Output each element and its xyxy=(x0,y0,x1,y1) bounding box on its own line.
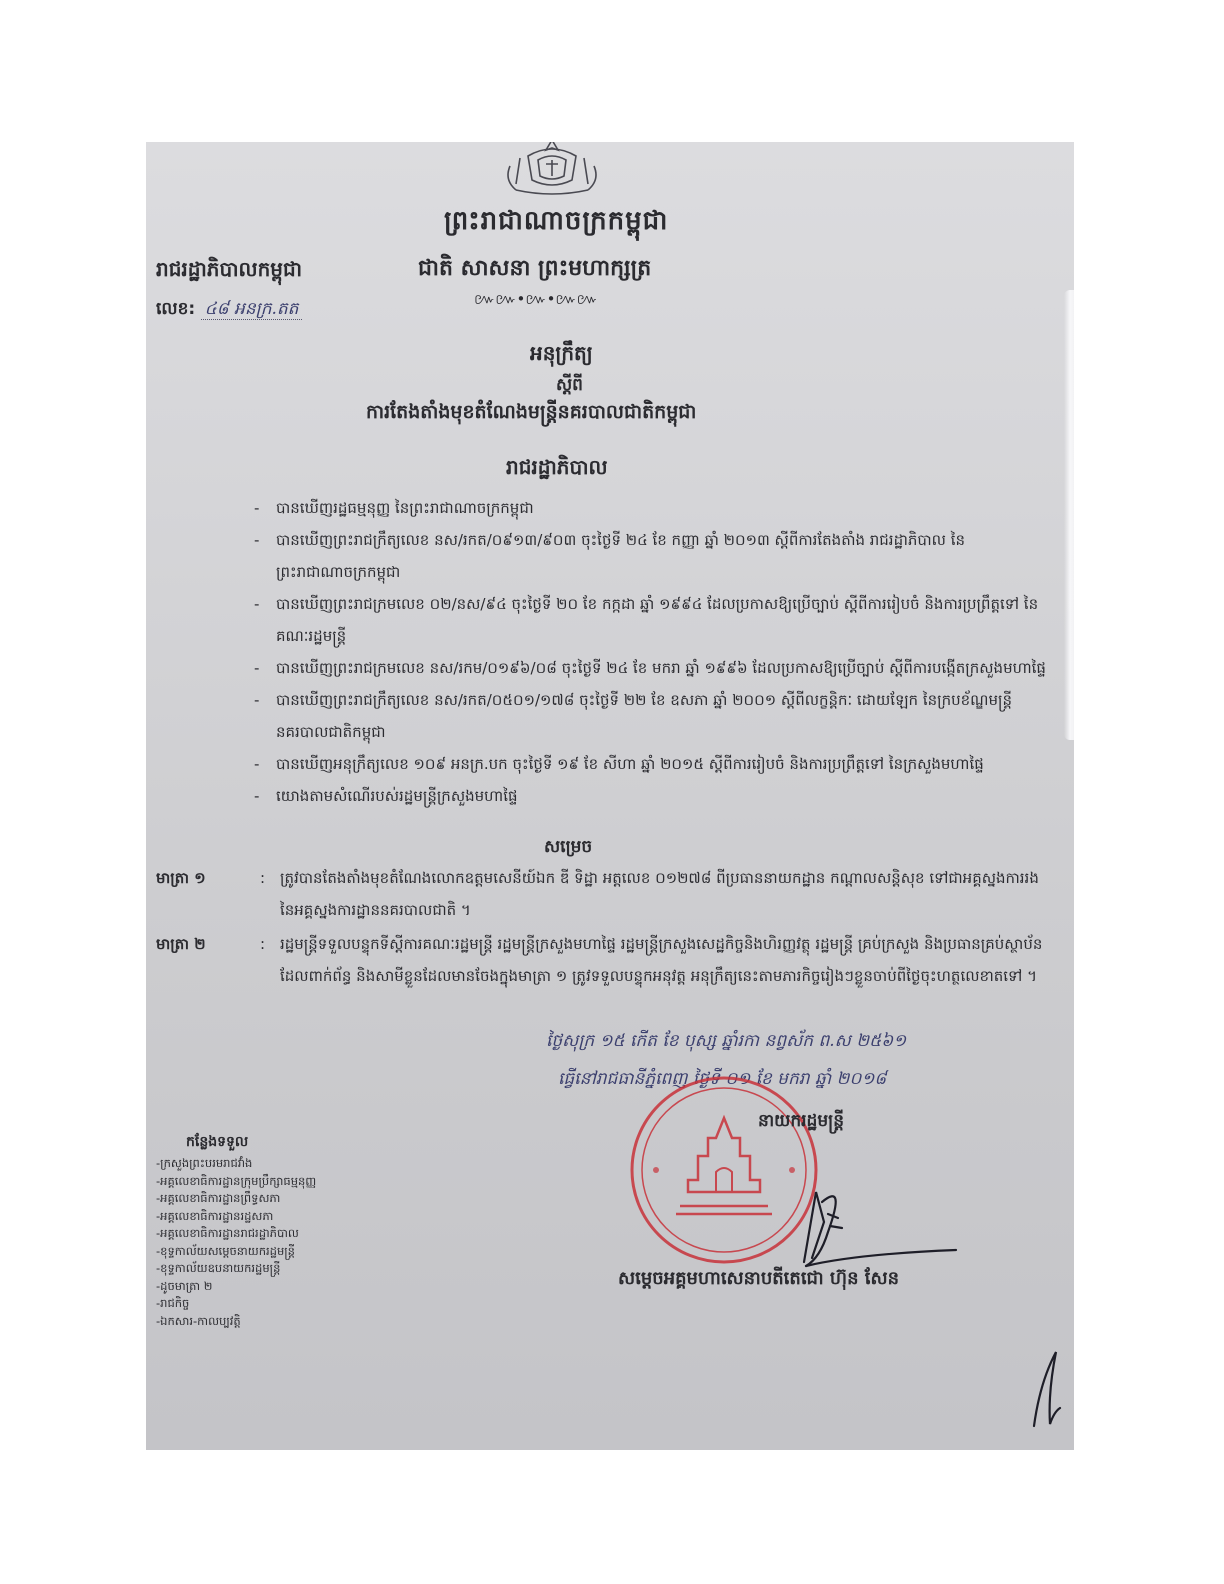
document-type: អនុក្រឹត្យ xyxy=(530,341,593,365)
decision-heading: សម្រេច xyxy=(544,837,593,857)
consideration-item: - បានឃើញព្រះរាជក្រឹត្យលេខ នស/រកត/០៥០១/១៧៨ ចុះថ្ងៃទី ២២ ខែ ឧសភា ឆ្នាំ ២០០១ ស្ដីពីលក្ខន្តិកៈ ដោយឡែក នៃក្របខ័ណ្ឌមន្ត្រីនគរបាលជាតិកម្ពុជា xyxy=(254,684,1054,748)
recipient-item: -អគ្គលេខាធិការដ្ឋានក្រុមប្រឹក្សាធម្មនុញ្ញ xyxy=(156,1173,317,1188)
authority-heading: រាជរដ្ឋាភិបាល xyxy=(506,455,608,479)
national-motto: ជាតិ សាសនា ព្រះមហាក្សត្រ xyxy=(418,256,652,281)
consideration-item: - បានឃើញព្រះរាជក្រមលេខ ០២/នស/៩៤ ចុះថ្ងៃទី ២០ ខែ កក្កដា ឆ្នាំ ១៩៩៤ ដែលប្រកាសឱ្យប្រើច្បាប់ ស្ដីពីការរៀបចំ និងការប្រព្រឹត្តទៅ នៃគណៈរដ្ឋមន្ត្រី xyxy=(254,588,1054,652)
issuer-label: រាជរដ្ឋាភិបាលកម្ពុជា xyxy=(156,257,302,281)
article-label: មាត្រា ១ xyxy=(156,869,206,887)
recipient-item: -រាជកិច្ច xyxy=(156,1296,190,1310)
recipient-item: -អគ្គលេខាធិការដ្ឋានរាជរដ្ឋាភិបាល xyxy=(156,1226,299,1240)
kingdom-title: ព្រះរាជាណាចក្រកម្ពុជា xyxy=(444,206,669,236)
ornament-divider: ៚៚•៚•៚៚ xyxy=(474,290,598,308)
recipient-item: -ក្រសួងព្រះបរមរាជវាំង xyxy=(156,1156,253,1170)
recipient-item: -ឯកសារ-កាលប្បវត្តិ xyxy=(156,1313,241,1328)
place-and-date: ធ្វើនៅរាជធានីភ្នំពេញ ថ្ងៃទី ០១ ខែ មករា ឆ្នាំ ២០១៨ xyxy=(558,1069,887,1089)
article-2 xyxy=(156,928,1056,992)
article-1 xyxy=(156,862,1056,926)
recipient-item: -ខុទ្ទកាល័យឧបនាយករដ្ឋមន្ត្រី xyxy=(156,1261,281,1275)
recipients-list xyxy=(156,1132,456,1330)
reference-value: ៤៨ អនក្រ.តត xyxy=(201,299,303,320)
consideration-item: - បានឃើញព្រះរាជក្រមលេខ នស/រកម/០១៩៦/០៨ ចុះថ្ងៃទី ២៤ ខែ មករា ឆ្នាំ ១៩៩៦ ដែលប្រកាសឱ្យប្រើច្បាប់ ស្ដីពីការបង្កើតក្រសួងមហាផ្ទៃ xyxy=(254,652,1054,684)
considerations-list xyxy=(254,492,1054,812)
consideration-item: - បានឃើញព្រះរាជក្រឹត្យលេខ នស/រកត/០៩១៣/៩០៣ ចុះថ្ងៃទី ២៤ ខែ កញ្ញា ឆ្នាំ ២០១៣ ស្ដីពីការតែងតាំង រាជរដ្ឋាភិបាល នៃព្រះរាជាណាចក្រកម្ពុជា xyxy=(254,524,1054,588)
recipient-item: -អគ្គលេខាធិការដ្ឋានព្រឹទ្ធសភា xyxy=(156,1191,281,1205)
signatory-name: សម្ដេចអគ្គមហាសេនាបតីតេជោ ហ៊ុន សែន xyxy=(618,1268,900,1289)
reference-label: លេខ: xyxy=(156,299,196,319)
article-colon: : xyxy=(260,935,266,953)
recipients-title: កន្លែងទទួល xyxy=(186,1134,249,1150)
article-text: ត្រូវបានតែងតាំងមុខតំណែងលោកឧត្តមសេនីយ៍ឯក ឌី ទិដ្ឋា អត្តលេខ ០១២៧៨ ពីប្រធាននាយកដ្ឋាន កណ្ដាលសន្តិសុខ ទៅជាអគ្គស្នងការរង នៃអគ្គស្នងការដ្ឋាននគរបាលជាតិ ។ xyxy=(280,869,1039,919)
royal-emblem-icon xyxy=(498,142,606,198)
recipient-item: -ខុទ្ទកាល័យសម្ដេចនាយករដ្ឋមន្ត្រី xyxy=(156,1243,295,1258)
document-photo xyxy=(146,142,1074,1450)
article-text: រដ្ឋមន្ត្រីទទួលបន្ទុកទីស្ដីការគណៈរដ្ឋមន្ត្រី រដ្ឋមន្ត្រីក្រសួងមហាផ្ទៃ រដ្ឋមន្ត្រីក្រសួងសេដ្ឋកិច្ចនិងហិរញ្ញវត្ថុ រដ្ឋមន្ត្រី គ្រប់ក្រសួង និងប្រធានគ្រប់ស្ថាប័នដែលពាក់ព័ន្ធ និងសាមីខ្លួនដែលមានចែងក្នុងមាត្រា ១ ត្រូវទទួលបន្ទុកអនុវត្ត អនុក្រឹត្យនេះតាមភារកិច្ចរៀងៗខ្លួនចាប់ពីថ្ងៃចុះហត្ថលេខាតទៅ ។ xyxy=(280,935,1043,985)
article-colon: : xyxy=(260,869,266,887)
document-subject: ការតែងតាំងមុខតំណែងមន្ត្រីនគរបាលជាតិកម្ពុជា xyxy=(366,401,697,423)
consideration-item: - បានឃើញរដ្ឋធម្មនុញ្ញ នៃព្រះរាជាណាចក្រកម្ពុជា xyxy=(254,492,1054,524)
article-label: មាត្រា ២ xyxy=(156,935,206,953)
reference-number xyxy=(156,298,302,323)
signatory-title: នាយករដ្ឋមន្ត្រី xyxy=(758,1111,844,1131)
recipient-item: -អគ្គលេខាធិការដ្ឋានរដ្ឋសភា xyxy=(156,1208,274,1223)
recipient-item: -ដូចមាត្រា ២ xyxy=(156,1278,213,1293)
consideration-item: - បានឃើញអនុក្រឹត្យលេខ ១០៩ អនក្រ.បក ចុះថ្ងៃទី ១៩ ខែ សីហា ឆ្នាំ ២០១៥ ស្ដីពីការរៀបចំ និងការប្រព្រឹត្តទៅ នៃក្រសួងមហាផ្ទៃ xyxy=(254,748,1054,780)
signature-icon xyxy=(776,1162,976,1282)
document-about: ស្ដីពី xyxy=(556,375,583,395)
consideration-item: - យោងតាមសំណើរបស់រដ្ឋមន្ត្រីក្រសួងមហាផ្ទៃ xyxy=(254,780,1054,812)
initials-mark-icon xyxy=(1026,1342,1066,1432)
lunar-date: ថ្ងៃសុក្រ ១៥ កើត ខែ បុស្ស ឆ្នាំរកា នព្វស័ក ព.ស ២៥៦១ xyxy=(546,1031,907,1051)
